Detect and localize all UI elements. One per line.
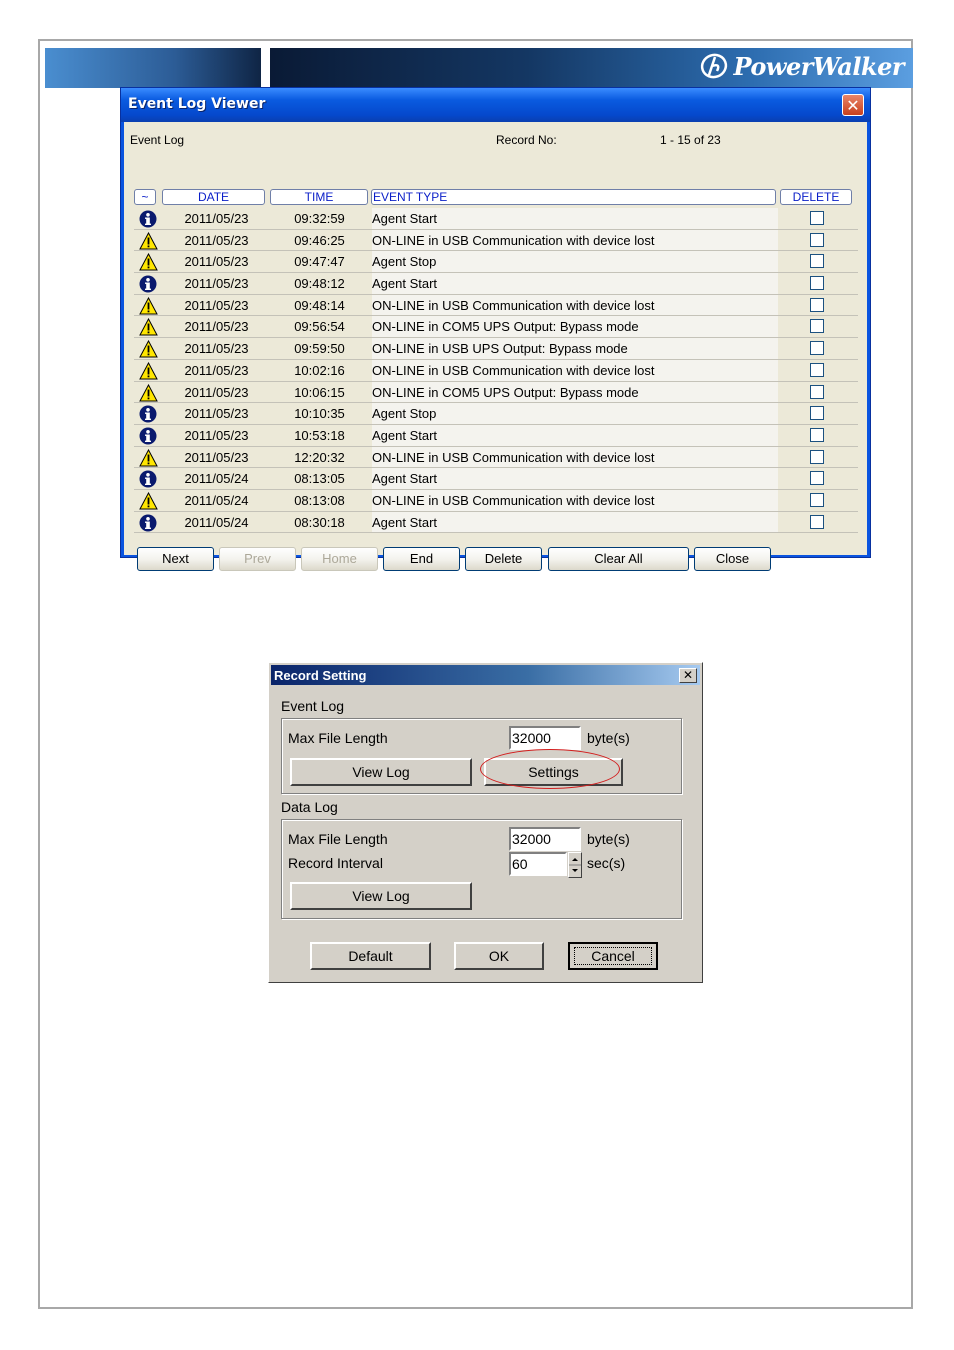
row-event-type: ON-LINE in USB Communication with device lost xyxy=(372,490,778,511)
clear-all-button[interactable]: Clear All xyxy=(548,547,689,571)
delete-checkbox[interactable] xyxy=(810,276,824,290)
row-event-type: ON-LINE in USB Communication with device lost xyxy=(372,230,778,251)
row-time: 09:47:47 xyxy=(294,254,345,270)
row-event-type: ON-LINE in USB Communication with device lost xyxy=(372,295,778,316)
row-delete-cell xyxy=(780,360,856,381)
spinner-arrows-icon xyxy=(569,853,581,877)
row-time: 10:02:16 xyxy=(294,362,345,378)
row-delete-cell xyxy=(780,447,856,468)
info-icon xyxy=(136,273,158,294)
window-title: Event Log Viewer xyxy=(128,96,266,112)
row-delete-cell xyxy=(780,468,856,489)
record-setting-dialog xyxy=(268,662,703,983)
row-delete-cell xyxy=(780,490,856,511)
home-button[interactable]: Home xyxy=(301,547,378,571)
column-header-delete[interactable]: DELETE xyxy=(780,189,852,205)
table-row[interactable] xyxy=(134,251,858,273)
row-time: 10:10:35 xyxy=(294,406,345,422)
row-time: 08:13:08 xyxy=(294,492,345,508)
row-date: 2011/05/23 xyxy=(184,341,249,357)
warning-icon xyxy=(136,230,158,251)
row-time: 08:30:18 xyxy=(294,514,345,530)
settings-button[interactable]: Settings xyxy=(484,758,623,786)
event-log-viewer-body xyxy=(124,122,867,566)
row-time: 09:56:54 xyxy=(294,319,345,335)
row-date: 2011/05/23 xyxy=(184,276,249,292)
delete-checkbox[interactable] xyxy=(810,450,824,464)
row-time: 09:48:14 xyxy=(294,297,345,313)
default-button[interactable]: Default xyxy=(310,942,431,970)
row-date: 2011/05/23 xyxy=(184,362,249,378)
row-delete-cell xyxy=(780,273,856,294)
row-delete-cell xyxy=(780,338,856,359)
close-button[interactable]: Close xyxy=(694,547,771,571)
next-button[interactable]: Next xyxy=(137,547,214,571)
cancel-button[interactable] xyxy=(568,942,658,970)
row-date: 2011/05/23 xyxy=(184,406,249,422)
row-event-type: Agent Start xyxy=(372,273,778,294)
row-time: 09:32:59 xyxy=(294,211,345,226)
info-icon xyxy=(136,468,158,489)
row-delete-cell xyxy=(780,230,856,251)
warning-icon xyxy=(136,316,158,337)
focus-rect xyxy=(574,947,652,965)
table-row[interactable] xyxy=(134,273,858,295)
row-event-type: Agent Stop xyxy=(372,403,778,424)
delete-checkbox[interactable] xyxy=(810,341,824,355)
delete-checkbox[interactable] xyxy=(810,493,824,507)
warning-icon xyxy=(136,295,158,316)
row-date: 2011/05/23 xyxy=(184,384,249,400)
row-date: 2011/05/23 xyxy=(184,319,249,335)
table-row[interactable] xyxy=(134,490,858,512)
end-button[interactable]: End xyxy=(383,547,460,571)
delete-checkbox[interactable] xyxy=(810,254,824,268)
table-row[interactable] xyxy=(134,512,858,534)
warning-icon xyxy=(136,251,158,272)
row-date: 2011/05/23 xyxy=(184,232,249,248)
warning-icon xyxy=(136,338,158,359)
row-time: 12:20:32 xyxy=(294,449,345,465)
delete-checkbox[interactable] xyxy=(810,298,824,312)
close-icon[interactable]: ✕ xyxy=(679,668,697,683)
record-no-label: Record No: xyxy=(496,133,557,147)
row-delete-cell xyxy=(780,425,856,446)
record-interval-input[interactable]: 60 xyxy=(509,852,567,876)
data-view-log-button[interactable]: View Log xyxy=(290,882,472,910)
delete-checkbox[interactable] xyxy=(810,211,824,225)
warning-icon xyxy=(136,382,158,403)
row-delete-cell xyxy=(780,512,856,533)
table-row[interactable] xyxy=(134,447,858,469)
record-interval-spinner[interactable] xyxy=(568,852,582,878)
event-max-file-length-input[interactable]: 32000 xyxy=(509,726,581,750)
sort-icon-button[interactable]: ~ xyxy=(134,189,156,205)
row-event-type: Agent Start xyxy=(372,512,778,533)
highlight-ellipse xyxy=(480,749,620,789)
data-max-file-length-label: Max File Length xyxy=(288,831,388,847)
prev-button[interactable]: Prev xyxy=(219,547,296,571)
row-time: 09:48:12 xyxy=(294,276,345,292)
row-date: 2011/05/23 xyxy=(184,427,249,443)
close-icon[interactable]: ✕ xyxy=(842,94,864,116)
event-log-viewer-window xyxy=(120,87,871,566)
row-date: 2011/05/24 xyxy=(184,514,249,530)
delete-button[interactable]: Delete xyxy=(465,547,542,571)
table-row[interactable] xyxy=(134,382,858,404)
delete-checkbox[interactable] xyxy=(810,363,824,377)
delete-checkbox[interactable] xyxy=(810,385,824,399)
cancel-button-label: Cancel xyxy=(591,948,635,964)
record-range: 1 - 15 of 23 xyxy=(660,133,721,147)
table-row[interactable] xyxy=(134,230,858,252)
row-date: 2011/05/24 xyxy=(184,471,249,487)
info-icon xyxy=(136,512,158,533)
delete-checkbox[interactable] xyxy=(810,515,824,529)
info-icon xyxy=(136,208,158,229)
row-time: 10:06:15 xyxy=(294,384,345,400)
row-event-type: Agent Start xyxy=(372,208,778,229)
row-delete-cell xyxy=(780,295,856,316)
record-interval-label: Record Interval xyxy=(288,855,383,871)
delete-checkbox[interactable] xyxy=(810,406,824,420)
row-time: 09:46:25 xyxy=(294,232,345,248)
table-row[interactable] xyxy=(134,403,858,425)
row-event-type: Agent Stop xyxy=(372,251,778,272)
row-delete-cell xyxy=(780,382,856,403)
event-log-table xyxy=(134,208,858,533)
data-log-group-label: Data Log xyxy=(281,799,338,815)
row-delete-cell xyxy=(780,316,856,337)
data-max-file-length-input[interactable]: 32000 xyxy=(509,827,581,851)
row-event-type: ON-LINE in USB UPS Output: Bypass mode xyxy=(372,338,778,359)
warning-icon xyxy=(136,447,158,468)
row-date: 2011/05/24 xyxy=(184,492,249,508)
row-event-type: ON-LINE in USB Communication with device lost xyxy=(372,360,778,381)
row-delete-cell xyxy=(780,251,856,272)
column-header-time[interactable]: TIME xyxy=(270,189,368,205)
row-date: 2011/05/23 xyxy=(184,211,249,226)
info-icon xyxy=(136,403,158,424)
delete-checkbox[interactable] xyxy=(810,428,824,442)
event-log-label: Event Log xyxy=(130,133,185,147)
powerwalker-logo-icon xyxy=(699,51,729,81)
row-time: 08:13:05 xyxy=(294,471,345,487)
row-delete-cell xyxy=(780,403,856,424)
record-setting-titlebar[interactable] xyxy=(271,665,700,685)
ok-button[interactable]: OK xyxy=(454,942,544,970)
table-row[interactable] xyxy=(134,360,858,382)
brand-logo xyxy=(699,51,904,81)
table-row[interactable] xyxy=(134,208,858,230)
info-icon xyxy=(136,425,158,446)
event-max-file-length-label: Max File Length xyxy=(288,730,388,746)
event-unit-label: byte(s) xyxy=(587,730,630,746)
dialog-title: Record Setting xyxy=(274,668,367,683)
row-event-type: Agent Start xyxy=(372,468,778,489)
header-banner-left xyxy=(45,48,261,88)
table-row[interactable] xyxy=(134,425,858,447)
event-view-log-button[interactable]: View Log xyxy=(290,758,472,786)
row-event-type: ON-LINE in COM5 UPS Output: Bypass mode xyxy=(372,382,778,403)
event-log-viewer-titlebar[interactable] xyxy=(121,88,870,122)
table-row[interactable] xyxy=(134,468,858,490)
delete-checkbox[interactable] xyxy=(810,319,824,333)
delete-checkbox[interactable] xyxy=(810,233,824,247)
table-row[interactable] xyxy=(134,338,858,360)
row-delete-cell xyxy=(780,208,856,229)
row-date: 2011/05/23 xyxy=(184,254,249,270)
row-event-type: ON-LINE in USB Communication with device lost xyxy=(372,447,778,468)
row-date: 2011/05/23 xyxy=(184,449,249,465)
warning-icon xyxy=(136,490,158,511)
row-time: 09:59:50 xyxy=(294,341,345,357)
column-header-date[interactable]: DATE xyxy=(162,189,265,205)
table-row[interactable] xyxy=(134,316,858,338)
delete-checkbox[interactable] xyxy=(810,471,824,485)
row-time: 10:53:18 xyxy=(294,427,345,443)
data-unit-label: byte(s) xyxy=(587,831,630,847)
interval-unit-label: sec(s) xyxy=(587,855,626,871)
warning-icon xyxy=(136,360,158,381)
row-event-type: Agent Start xyxy=(372,425,778,446)
brand-name: PowerWalker xyxy=(733,51,904,81)
column-header-event-type[interactable]: EVENT TYPE xyxy=(371,189,776,205)
table-row[interactable] xyxy=(134,295,858,317)
row-date: 2011/05/23 xyxy=(184,297,249,313)
row-event-type: ON-LINE in COM5 UPS Output: Bypass mode xyxy=(372,316,778,337)
event-log-group-label: Event Log xyxy=(281,698,345,714)
